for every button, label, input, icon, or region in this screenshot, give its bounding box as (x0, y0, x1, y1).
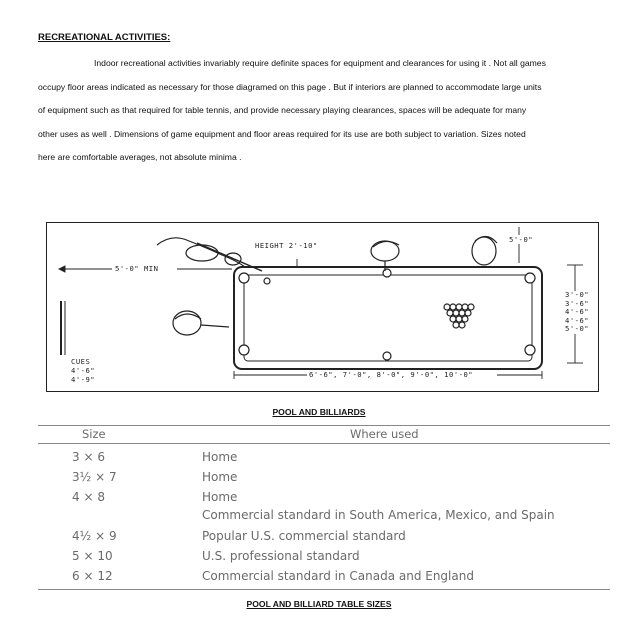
height-label: HEIGHT 2'-10" (255, 241, 318, 250)
table-cell-size: 6 × 12 (72, 569, 113, 583)
pocket (239, 273, 249, 283)
table-cell-size: 3½ × 7 (72, 470, 117, 484)
intro-paragraph (38, 52, 604, 170)
cue-icon (61, 301, 65, 355)
table-cell-where: Commercial standard in Canada and England (202, 569, 474, 583)
table-width-2: 3'-6" (565, 298, 590, 308)
paragraph-line-3: of equipment such as that required for table tennis, and provide necessary playing clearances, spaces will be adequate for many (38, 105, 527, 115)
pool-table-bed (244, 275, 532, 361)
pocket (525, 273, 535, 283)
table-cell-size: 3 × 6 (72, 450, 105, 464)
pocket (383, 269, 391, 277)
table-cell-where: Commercial standard in South America, Mexico, and Spain (202, 508, 555, 522)
table-cell-size: 5 × 10 (72, 549, 113, 563)
paragraph-line-5: here are comfortable averages, not absolute minima . (38, 152, 242, 162)
table-sizes (38, 425, 610, 590)
table-cell-where: Popular U.S. commercial standard (202, 529, 406, 543)
table-cell-size: 4½ × 9 (72, 529, 117, 543)
cues-label: CUES (71, 357, 91, 366)
table-header-rule (38, 443, 610, 444)
paragraph-line-4: other uses as well . Dimensions of game equipment and floor areas required for its use are both subject to variation. Sizes noted (38, 128, 526, 139)
player-figure-top-right (472, 236, 497, 265)
paragraph-line-1: Indoor recreational activities invariably require definite spaces for equipment and clearances for using it . Not all games (94, 58, 546, 68)
dimension-lines (59, 227, 583, 379)
table-cell-size: 4 × 8 (72, 490, 105, 504)
table-cell-where: U.S. professional standard (202, 549, 360, 563)
table-top-rule (38, 425, 610, 426)
table-caption: POOL AND BILLIARD TABLE SIZES (246, 599, 392, 609)
player-figure-left (173, 311, 229, 335)
table-cell-where: Home (202, 470, 238, 484)
column-header-where-used: Where used (350, 427, 419, 441)
table-cell-where: Home (202, 450, 238, 464)
table-widths-label (565, 291, 589, 334)
diagram-drawing (47, 223, 600, 393)
figure-caption: POOL AND BILLIARDS (272, 407, 366, 417)
table-width-3: 4'-6" (565, 307, 590, 316)
section-heading: RECREATIONAL ACTIVITIES: (38, 32, 171, 43)
cue-ball (264, 278, 270, 284)
cues-label-group (71, 357, 95, 384)
cue-stick (197, 243, 262, 271)
paragraph-line-2: occupy floor areas indicated as necessary for those diagramed on this page . But if interiors are planned to accommodate large units (38, 81, 542, 92)
pocket (239, 345, 249, 355)
cues-length-1: 4'-6" (71, 366, 96, 375)
cues-length-2: 4'-9" (71, 375, 96, 384)
pocket (383, 352, 391, 360)
player-figure-top-left (157, 238, 245, 267)
column-header-size: Size (82, 427, 106, 441)
pocket (525, 345, 535, 355)
table-width-1: 3'-0" (565, 290, 590, 299)
table-cell-where: Home (202, 490, 238, 504)
table-bottom-rule (38, 589, 610, 590)
table-width-5: 5'-0" (565, 324, 590, 333)
table-width-4: 4'-6" (565, 315, 590, 325)
racked-balls (444, 304, 474, 328)
pool-billiards-diagram (46, 222, 599, 392)
table-lengths-label: 6'-6", 7'-0", 8'-0", 9'-0", 10'-0" (309, 370, 474, 379)
left-clearance-label: 5'-0" MIN (115, 264, 159, 273)
top-clearance-label: 5'-0" (509, 235, 534, 244)
